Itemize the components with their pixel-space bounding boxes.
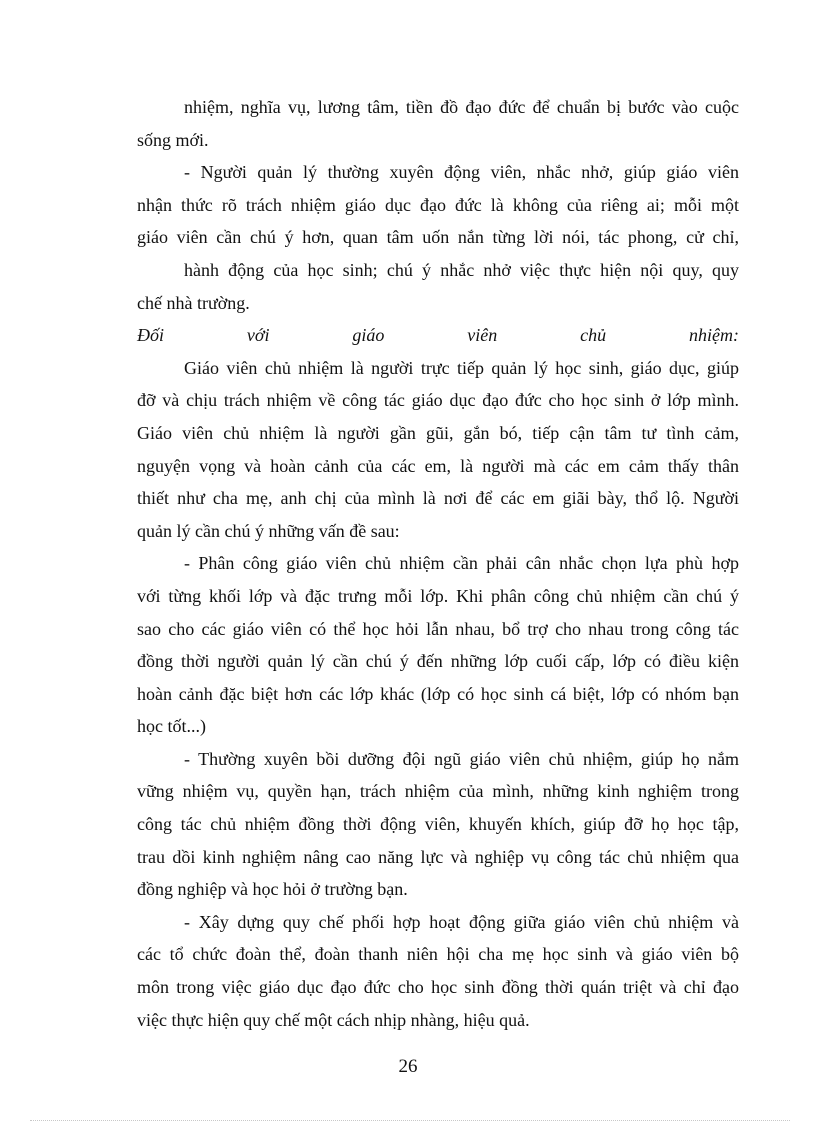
text-line: - Xây dựng quy chế phối hợp hoạt động giữa giáo viên chủ nhiệm và bbox=[184, 911, 739, 932]
paragraph-encourage-teachers bbox=[137, 156, 739, 254]
text-line: môn trong việc giáo dục đạo đức cho học sinh đồng thời quán triệt và chỉ đạo bbox=[137, 977, 739, 998]
paragraph-student-behavior bbox=[137, 254, 739, 319]
paragraph-training bbox=[137, 743, 739, 906]
page-divider bbox=[30, 1120, 790, 1121]
page-number: 26 bbox=[398, 1056, 418, 1077]
text-line: học tốt...) bbox=[137, 716, 206, 737]
text-line: đồng nghiệp và học hỏi ở trường bạn. bbox=[137, 879, 408, 900]
paragraph-coordination bbox=[137, 906, 739, 1036]
text-line: hành động của học sinh; chú ý nhắc nhở việc thực hiện nội quy, quy bbox=[184, 259, 739, 280]
paragraph-homeroom-role bbox=[137, 352, 739, 548]
text-line: hoàn cảnh đặc biệt hơn các lớp khác (lớp có học sinh cá biệt, lớp có nhóm bạn bbox=[137, 683, 739, 704]
text-line: quản lý cần chú ý những vấn đề sau: bbox=[137, 520, 400, 541]
text-line: Giáo viên chủ nhiệm là người trực tiếp quản lý học sinh, giáo dục, giúp bbox=[184, 357, 739, 378]
text-line: trau dồi kinh nghiệm nâng cao năng lực và nghiệp vụ công tác chủ nhiệm qua bbox=[137, 846, 739, 867]
text-line: các tổ chức đoàn thể, đoàn thanh niên hội cha mẹ học sinh và giáo viên bộ bbox=[137, 944, 739, 965]
text-line: - Thường xuyên bồi dưỡng đội ngũ giáo viên chủ nhiệm, giúp họ nắm bbox=[184, 748, 739, 769]
text-line: giáo viên cần chú ý hơn, quan tâm uốn nắn từng lời nói, tác phong, cử chỉ, bbox=[137, 227, 739, 248]
text-line: đỡ và chịu trách nhiệm về công tác giáo dục đạo đức cho học sinh ở lớp mình. bbox=[137, 390, 739, 411]
text-line: nhiệm, nghĩa vụ, lương tâm, tiền đồ đạo đức để chuẩn bị bước vào cuộc bbox=[184, 97, 739, 117]
text-line: sao cho các giáo viên có thể học hỏi lẫn nhau, bổ trợ cho nhau trong công tác bbox=[137, 618, 739, 639]
paragraph-continuation bbox=[137, 91, 739, 156]
text-line: với từng khối lớp và đặc trưng mỗi lớp. Khi phân công chủ nhiệm cần chú ý bbox=[137, 585, 739, 606]
text-line: công tác chủ nhiệm đồng thời động viên, khuyến khích, giúp đỡ họ học tập, bbox=[137, 814, 739, 835]
text-line: sống mới. bbox=[137, 129, 209, 150]
text-line: việc thực hiện quy chế một cách nhịp nhàng, hiệu quả. bbox=[137, 1009, 530, 1030]
text-line: nhận thức rõ trách nhiệm giáo dục đạo đức là không của riêng ai; mỗi một bbox=[137, 194, 739, 215]
text-line: - Người quản lý thường xuyên động viên, nhắc nhở, giúp giáo viên bbox=[184, 162, 739, 183]
text-line: đồng thời người quản lý cần chú ý đến những lớp cuối cấp, lớp có điều kiện bbox=[137, 651, 739, 672]
paragraph-assignment bbox=[137, 547, 739, 743]
text-line: vững nhiệm vụ, quyền hạn, trách nhiệm của mình, những kinh nghiệm trong bbox=[137, 781, 739, 802]
section-heading: Đối với giáo viên chủ nhiệm: bbox=[137, 325, 739, 346]
text-line: - Phân công giáo viên chủ nhiệm cần phải cân nhắc chọn lựa phù hợp bbox=[184, 553, 739, 574]
text-line: chế nhà trường. bbox=[137, 292, 250, 313]
text-line: Giáo viên chủ nhiệm là người gần gũi, gắn bó, tiếp cận tâm tư tình cảm, bbox=[137, 422, 739, 443]
section-heading-homeroom-teacher bbox=[137, 319, 739, 352]
text-line: thiết như cha mẹ, anh chị của mình là nơi để các em giãi bày, thổ lộ. Người bbox=[137, 488, 739, 509]
body-text bbox=[137, 91, 739, 1036]
text-line: nguyện vọng và hoàn cảnh của các em, là người mà các em cảm thấy thân bbox=[137, 455, 739, 476]
